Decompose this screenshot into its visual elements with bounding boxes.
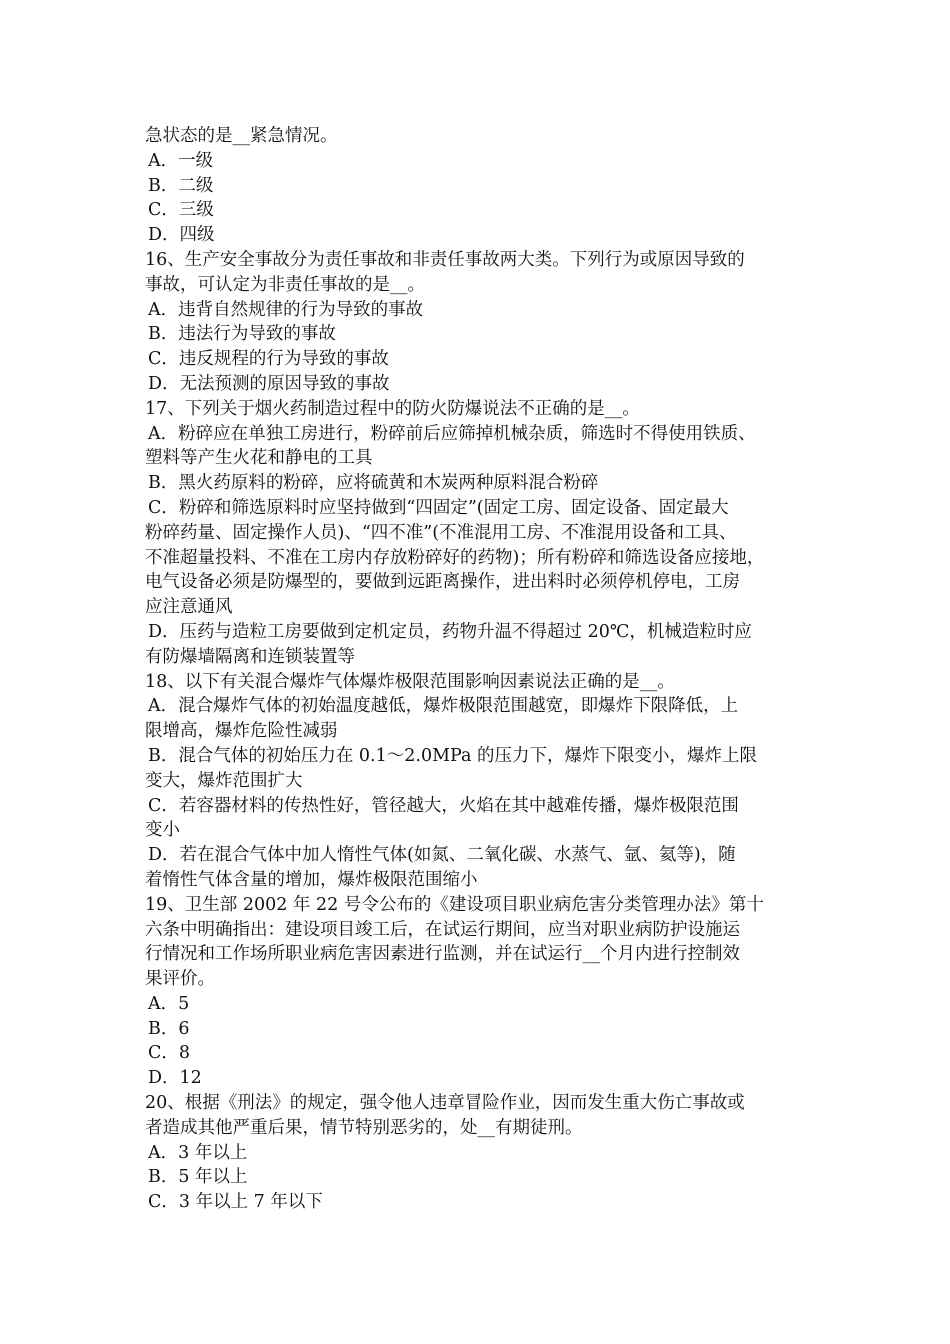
answer-option-line: B．6 xyxy=(148,1018,190,1039)
answer-option-line: D．12 xyxy=(148,1068,202,1089)
question-text-line: 着惰性气体含量的增加，爆炸极限范围缩小 xyxy=(145,869,478,890)
question-text-line: 急状态的是__紧急情况。 xyxy=(145,126,338,146)
answer-option-line: B．混合气体的初始压力在 0.1～2.0MPa 的压力下，爆炸下限变小，爆炸上限 xyxy=(148,745,757,766)
answer-option-line: D．四级 xyxy=(148,225,215,246)
answer-option-line: D．若在混合气体中加人惰性气体(如氮、二氧化碳、水蒸气、氩、氦等)，随 xyxy=(148,845,736,866)
question-text-line: 者造成其他严重后果，情节特别恶劣的，处__有期徒刑。 xyxy=(145,1117,583,1138)
question-text-line: 六条中明确指出：建设项目竣工后，在试运行期间，应当对职业病防护设施运 xyxy=(145,919,740,940)
document-body xyxy=(145,124,815,1215)
answer-option-line: C．若容器材料的传热性好，管径越大，火焰在其中越难传播，爆炸极限范围 xyxy=(148,795,739,816)
answer-option-line: B．黑火药原料的粉碎，应将硫黄和木炭两种原料混合粉碎 xyxy=(148,473,599,494)
answer-option-line: A．5 xyxy=(148,993,190,1014)
question-text-line: 粉碎药量、固定操作人员)、“四不准”(不准混用工房、不准混用设备和工具、 xyxy=(145,522,737,543)
answer-option-line: C．3 年以上 7 年以下 xyxy=(148,1192,323,1213)
answer-option-line: D．无法预测的原因导致的事故 xyxy=(148,373,390,394)
question-text-line: 19、卫生部 2002 年 22 号令公布的《建设项目职业病危害分类管理办法》第十 xyxy=(145,894,764,915)
question-text-line: 塑料等产生火花和静电的工具 xyxy=(145,448,373,469)
question-text-line: 限增高，爆炸危险性减弱 xyxy=(145,721,338,742)
question-text-line: 行情况和工作场所职业病危害因素进行监测，并在试运行__个月内进行控制效 xyxy=(145,944,740,965)
question-text-line: 果评价。 xyxy=(145,969,215,990)
question-text-line: 应注意通风 xyxy=(145,597,233,618)
question-text-line: 16、生产安全事故分为责任事故和非责任事故两大类。下列行为或原因导致的 xyxy=(145,249,745,270)
answer-option-line: D．压药与造粒工房要做到定机定员，药物升温不得超过 20℃，机械造粒时应 xyxy=(148,621,752,642)
answer-option-line: C．违反规程的行为导致的事故 xyxy=(148,349,389,370)
question-text-line: 20、根据《刑法》的规定，强令他人违章冒险作业，因而发生重大伤亡事故或 xyxy=(145,1093,745,1114)
question-text-line: 事故，可认定为非责任事故的是__。 xyxy=(145,274,425,295)
answer-option-line: B．违法行为导致的事故 xyxy=(148,324,336,345)
answer-option-line: A．粉碎应在单独工房进行，粉碎前后应筛掉机械杂质，筛选时不得使用铁质、 xyxy=(148,423,756,444)
answer-option-line: A．3 年以上 xyxy=(148,1142,248,1163)
question-text-line: 变小 xyxy=(145,820,180,841)
answer-option-line: A．混合爆炸气体的初始温度越低，爆炸极限范围越宽，即爆炸下限降低，上 xyxy=(148,696,739,717)
question-text-line: 变大，爆炸范围扩大 xyxy=(145,770,303,791)
answer-option-line: A．一级 xyxy=(148,150,214,171)
answer-option-line: A．违背自然规律的行为导致的事故 xyxy=(148,299,424,320)
question-text-line: 17、下列关于烟火药制造过程中的防火防爆说法不正确的是__。 xyxy=(145,398,640,419)
answer-option-line: C．8 xyxy=(148,1043,191,1064)
question-text-line: 18、以下有关混合爆炸气体爆炸极限范围影响因素说法正确的是__。 xyxy=(145,671,675,692)
answer-option-line: B．5 年以上 xyxy=(148,1167,248,1188)
question-text-line: 电气设备必须是防爆型的，要做到远距离操作，进出料时必须停机停电，工房 xyxy=(145,572,740,593)
answer-option-line: C．三级 xyxy=(148,200,214,221)
answer-option-line: C．粉碎和筛选原料时应坚持做到“四固定”(固定工房、固定设备、固定最大 xyxy=(148,497,729,518)
question-text-line: 有防爆墙隔离和连锁装置等 xyxy=(145,646,355,667)
answer-option-line: B．二级 xyxy=(148,175,214,196)
question-text-line: 不准超量投料、不准在工房内存放粉碎好的药物)；所有粉碎和筛选设备应接地， xyxy=(145,547,765,568)
